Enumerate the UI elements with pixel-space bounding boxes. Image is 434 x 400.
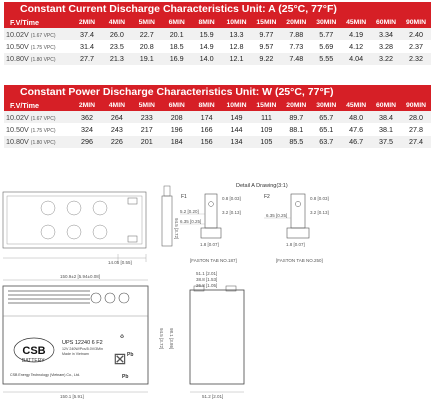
table-cell: 243 <box>102 123 132 135</box>
f1-dim-2: 6.35 [0.25] <box>180 219 202 224</box>
table-cell: 38.1 <box>371 123 401 135</box>
table-cell: 89.7 <box>281 111 311 123</box>
table-cell: 4.04 <box>341 53 371 65</box>
column-header: 90MIN <box>401 16 431 28</box>
f1-dim-4: 3.2 [0.13] <box>222 210 241 215</box>
faston-f1-drawing <box>180 194 241 263</box>
table-cell: 31.4 <box>72 40 102 52</box>
vpc-value: (1.80 VPC) <box>30 57 56 64</box>
table-cell: 4.19 <box>341 28 371 40</box>
table-cell: 88.1 <box>281 123 311 135</box>
table-cell: 18.5 <box>162 40 192 52</box>
table-cell: 149 <box>222 111 252 123</box>
pb-label-top: Pb <box>127 352 134 358</box>
f1-tab-label: [FASTON TAB NO.187] <box>190 258 237 263</box>
table-cell: 5.77 <box>311 28 341 40</box>
front-bottom-dim: 150.1 [5.91] <box>60 394 84 399</box>
table-cell: 27.8 <box>401 123 431 135</box>
table-cell: 5.69 <box>311 40 341 52</box>
f2-dim-2: 0.8 [0.03] <box>310 196 329 201</box>
table-cell: 12.1 <box>222 53 252 65</box>
vpc-value: (1.75 VPC) <box>30 127 56 134</box>
table-cell: 4.12 <box>341 40 371 52</box>
table-row <box>4 136 431 148</box>
table-cell: 9.77 <box>251 28 281 40</box>
pb-label-bottom: Pb <box>122 374 129 380</box>
table-cell: 9.22 <box>251 53 281 65</box>
column-header: 2MIN <box>72 99 102 111</box>
column-header: 8MIN <box>192 99 222 111</box>
f2-dim-1: 6.35 [0.25] <box>266 213 288 218</box>
table-cell: 156 <box>192 136 222 148</box>
table-cell: 37.4 <box>72 28 102 40</box>
table-row <box>4 28 431 40</box>
table-cell: 109 <box>251 123 281 135</box>
table-row <box>4 111 431 123</box>
side-width-dim: 51.2 [2.01] <box>202 394 224 399</box>
column-header: 20MIN <box>281 16 311 28</box>
f2-tab-label: [FASTON TAB NO.250] <box>276 258 323 263</box>
table-cell: 184 <box>162 136 192 148</box>
table-cell: 196 <box>162 123 192 135</box>
front-view-drawing <box>3 274 174 399</box>
column-header: 5MIN <box>132 16 162 28</box>
table-cell: 7.73 <box>281 40 311 52</box>
column-header: 60MIN <box>371 16 401 28</box>
column-header: 60MIN <box>371 99 401 111</box>
power-discharge-table <box>4 99 431 148</box>
table-cell: 324 <box>72 123 102 135</box>
model-label: UPS 12240 6 F2 <box>62 340 103 346</box>
spec-label: 12V 240W/Pcs/5.0V/3Min <box>62 347 103 351</box>
recycle-icon: ♻ <box>119 334 125 340</box>
column-header: 30MIN <box>311 99 341 111</box>
table-cell: 9.57 <box>251 40 281 52</box>
column-header: F.V/Time <box>4 99 72 111</box>
table-cell: 2.37 <box>401 40 431 52</box>
f1-label: F1 <box>181 194 187 200</box>
front-height-dim-2: 98.1 [3.86] <box>169 328 174 350</box>
vpc-value: (1.80 VPC) <box>30 140 56 147</box>
vpc-value: (1.67 VPC) <box>30 32 56 39</box>
table-cell: 208 <box>162 111 192 123</box>
column-header: 2MIN <box>72 16 102 28</box>
table-cell: 296 <box>72 136 102 148</box>
table-cell: 14.0 <box>192 53 222 65</box>
final-voltage-value: 10.50V <box>6 41 29 51</box>
table-cell: 362 <box>72 111 102 123</box>
table-cell: 27.4 <box>401 136 431 148</box>
front-height-dim: 94.5 [3.72] <box>159 328 164 350</box>
table-row <box>4 123 431 135</box>
bin-icon: ⊠ <box>113 351 127 368</box>
table-cell: 46.7 <box>341 136 371 148</box>
table-cell: 13.3 <box>222 28 252 40</box>
column-header: 15MIN <box>251 99 281 111</box>
column-header: F.V/Time <box>4 16 72 28</box>
column-header: 4MIN <box>102 99 132 111</box>
table-cell: 16.9 <box>162 53 192 65</box>
column-header: 10MIN <box>222 16 252 28</box>
table-cell: 65.1 <box>311 123 341 135</box>
final-voltage-cell <box>4 40 72 52</box>
final-voltage-cell <box>4 111 72 123</box>
table-cell: 134 <box>222 136 252 148</box>
column-header: 6MIN <box>162 99 192 111</box>
table-cell: 20.8 <box>132 40 162 52</box>
table-cell: 20.1 <box>162 28 192 40</box>
top-view-drawing <box>3 192 146 265</box>
table-cell: 3.28 <box>371 40 401 52</box>
side-top-dim-1: 51.1 [2.01] <box>196 271 218 276</box>
table-cell: 14.9 <box>192 40 222 52</box>
column-header: 20MIN <box>281 99 311 111</box>
column-header: 15MIN <box>251 16 281 28</box>
table-cell: 3.22 <box>371 53 401 65</box>
final-voltage-value: 10.80V <box>6 137 29 147</box>
table-row <box>4 53 431 65</box>
table-cell: 217 <box>132 123 162 135</box>
column-header: 10MIN <box>222 99 252 111</box>
f2-dim-4: 1.8 [0.07] <box>286 242 305 247</box>
column-header: 5MIN <box>132 99 162 111</box>
detail-title: Detail A Drawing(3:1) <box>236 183 288 189</box>
vpc-value: (1.75 VPC) <box>30 44 56 51</box>
side-body-dim: 94.5 [3.72] <box>174 218 179 240</box>
battery-technical-drawings <box>0 178 434 400</box>
table-cell: 3.34 <box>371 28 401 40</box>
faston-f2-drawing <box>264 194 329 263</box>
side-top-dim-2: 38.8 [1.53] <box>196 277 218 282</box>
current-discharge-table <box>4 16 431 65</box>
brand-sub: BATTERY <box>22 358 45 364</box>
table-cell: 174 <box>192 111 222 123</box>
side-view-drawing <box>190 271 244 399</box>
table-cell: 37.5 <box>371 136 401 148</box>
table-cell: 201 <box>132 136 162 148</box>
final-voltage-cell <box>4 53 72 65</box>
table-cell: 226 <box>102 136 132 148</box>
column-header: 30MIN <box>311 16 341 28</box>
final-voltage-cell <box>4 123 72 135</box>
column-header: 6MIN <box>162 16 192 28</box>
brand-logo: CSB <box>22 345 46 357</box>
column-header: 90MIN <box>401 99 431 111</box>
table-cell: 166 <box>192 123 222 135</box>
f1-dim-1: 5.2 [0.20] <box>180 209 199 214</box>
table-cell: 5.55 <box>311 53 341 65</box>
table-cell: 12.8 <box>222 40 252 52</box>
column-header: 45MIN <box>341 99 371 111</box>
table-cell: 47.6 <box>341 123 371 135</box>
table-cell: 21.3 <box>102 53 132 65</box>
company-label: CSB Energy Technology (Vietnam) Co., Ltd. <box>10 373 80 377</box>
table-cell: 26.0 <box>102 28 132 40</box>
table-cell: 7.48 <box>281 53 311 65</box>
side-top-dim-3: 26.8 [1.05] <box>196 283 218 288</box>
table-cell: 48.0 <box>341 111 371 123</box>
top-dim-label: 14.05 [0.55] <box>108 260 132 265</box>
table-cell: 7.88 <box>281 28 311 40</box>
table-cell: 38.4 <box>371 111 401 123</box>
final-voltage-cell <box>4 136 72 148</box>
table-cell: 144 <box>222 123 252 135</box>
current-table-title: Constant Current Discharge Characteristics Unit: A (25°C, 77°F) <box>4 2 431 16</box>
made-in-label: Made in Vietnam <box>62 352 89 356</box>
table-cell: 65.7 <box>311 111 341 123</box>
table-cell: 27.7 <box>72 53 102 65</box>
final-voltage-value: 10.02V <box>6 112 29 122</box>
final-voltage-value: 10.02V <box>6 29 29 39</box>
table-cell: 233 <box>132 111 162 123</box>
table-cell: 22.7 <box>132 28 162 40</box>
column-header: 8MIN <box>192 16 222 28</box>
table-cell: 15.9 <box>192 28 222 40</box>
f1-dim-5: 1.8 [0.07] <box>200 242 219 247</box>
power-table-title: Constant Power Discharge Characteristics Unit: W (25°C, 77°F) <box>4 85 431 99</box>
column-header: 45MIN <box>341 16 371 28</box>
final-voltage-cell <box>4 28 72 40</box>
table-cell: 19.1 <box>132 53 162 65</box>
table-row <box>4 40 431 52</box>
table-header-row <box>4 99 431 111</box>
table-cell: 2.32 <box>401 53 431 65</box>
table-cell: 2.40 <box>401 28 431 40</box>
table-cell: 264 <box>102 111 132 123</box>
final-voltage-value: 10.50V <box>6 124 29 134</box>
table-cell: 85.5 <box>281 136 311 148</box>
table-header-row <box>4 16 431 28</box>
front-length-dim: 150.9±2 [5.94±0.08] <box>60 274 100 279</box>
table-cell: 23.5 <box>102 40 132 52</box>
table-cell: 63.7 <box>311 136 341 148</box>
vpc-value: (1.67 VPC) <box>30 115 56 122</box>
table-cell: 105 <box>251 136 281 148</box>
table-cell: 111 <box>251 111 281 123</box>
terminal-side-drawing <box>162 186 179 246</box>
f2-label: F2 <box>264 194 270 200</box>
table-cell: 28.0 <box>401 111 431 123</box>
column-header: 4MIN <box>102 16 132 28</box>
final-voltage-value: 10.80V <box>6 54 29 64</box>
f2-dim-3: 3.2 [0.13] <box>310 210 329 215</box>
f1-dim-3: 0.8 [0.03] <box>222 196 241 201</box>
